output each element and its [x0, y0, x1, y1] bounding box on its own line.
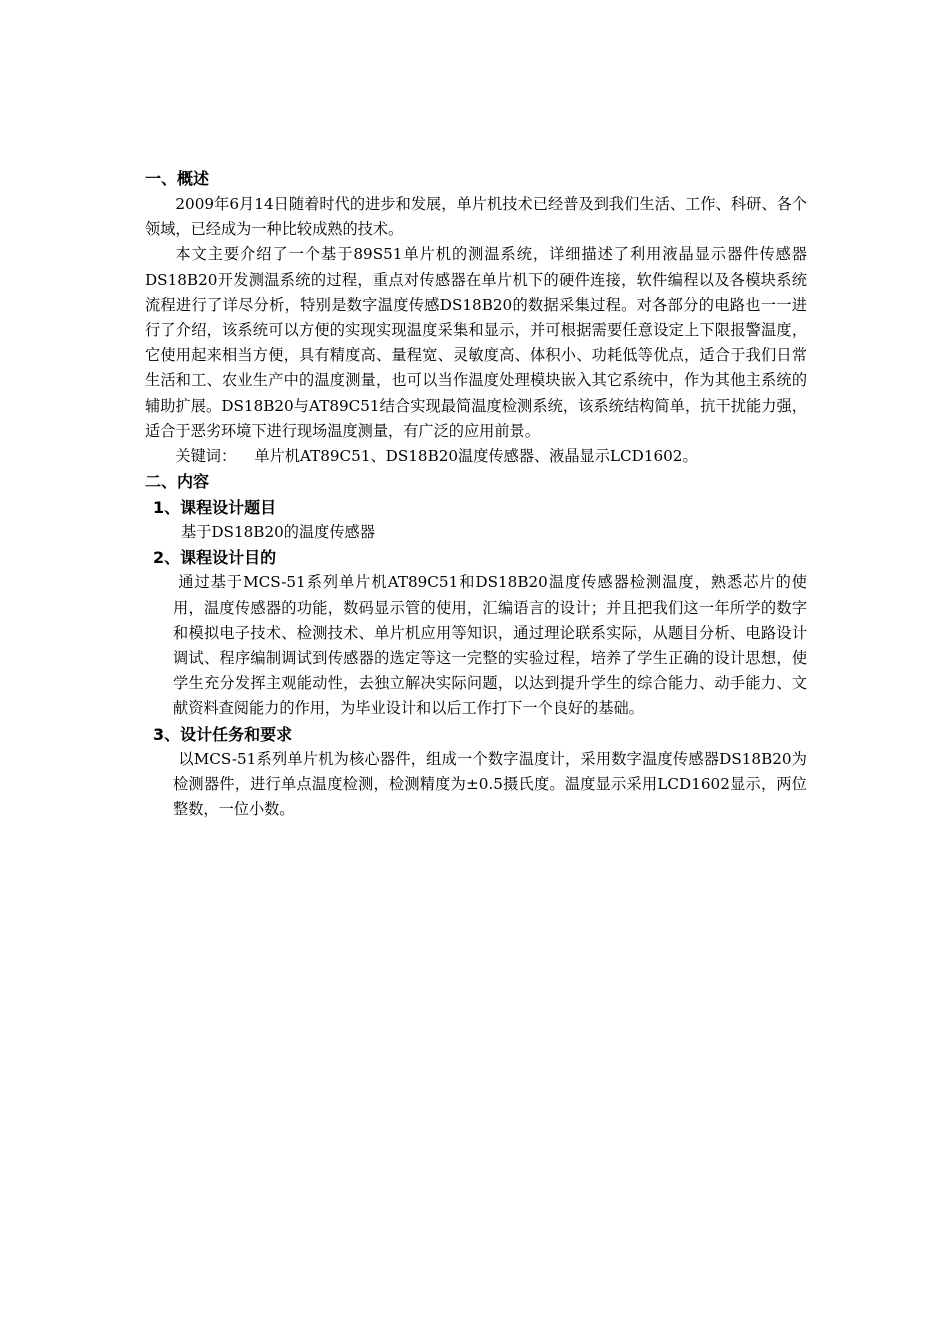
document-page: [145, 166, 807, 822]
keywords-line: [145, 444, 807, 469]
section-heading-content: 二、内容: [145, 472, 210, 492]
overview-paragraph-2: 本文主要介绍了一个基于89S51单片机的测温系统，详细描述了利用液晶显示器件传感器DS18B20开发测温系统的过程，重点对传感器在单片机下的硬件连接，软件编程以及各模块系统流程进行了详尽分析，特别是数字温度传感DS18B20的数据采集过程。对各部分的电路也一一进行了介绍，该系统可以方便的实现实现温度采集和显示，并可根据需要任意设定上下限报警温度，它使用起来相当方便，具有精度高、量程宽、灵敏度高、体积小、功耗低等优点，适合于我们日常生活和工、农业生产中的温度测量，也可以当作温度处理模块嵌入其它系统中，作为其他主系统的辅助扩展。DS18B20与AT89C51结合实现最简温度检测系统，该系统结构简单，抗干扰能力强，适合于恶劣环境下进行现场温度测量，有广泛的应用前景。: [145, 245, 807, 440]
subsection-heading-requirements: 3、设计任务和要求: [153, 724, 293, 744]
subsection-heading-topic: 1、课程设计题目: [153, 498, 277, 518]
topic-text: 基于DS18B20的温度传感器: [181, 523, 375, 542]
requirements-paragraph: 以MCS-51系列单片机为核心器件，组成一个数字温度计，采用数字温度传感器DS18B20为检测器件，进行单点温度检测，检测精度为±0.5摄氏度。温度显示采用LCD1602显示，两位整数，一位小数。: [173, 749, 807, 819]
keywords-label: 关键词：: [175, 447, 237, 466]
overview-paragraph-1: 2009年6月14日随着时代的进步和发展，单片机技术已经普及到我们生活、工作、科研、各个领域，已经成为一种比较成熟的技术。: [145, 195, 807, 239]
purpose-paragraph: 通过基于MCS-51系列单片机AT89C51和DS18B20温度传感器检测温度，熟悉芯片的使用，温度传感器的功能，数码显示管的使用，汇编语言的设计；并且把我们这一年所学的数字和模拟电子技术、检测技术、单片机应用等知识，通过理论联系实际，从题目分析、电路设计调试、程序编制调试到传感器的选定等这一完整的实验过程，培养了学生正确的设计思想，使学生充分发挥主观能动性，去独立解决实际问题，以达到提升学生的综合能力、动手能力、文献资料查阅能力的作用，为毕业设计和以后工作打下一个良好的基础。: [173, 573, 807, 718]
section-heading-overview: 一、概述: [145, 169, 210, 188]
keywords-text: 单片机AT89C51、DS18B20温度传感器、液晶显示LCD1602。: [254, 447, 698, 466]
subsection-heading-purpose: 2、课程设计目的: [153, 548, 277, 568]
